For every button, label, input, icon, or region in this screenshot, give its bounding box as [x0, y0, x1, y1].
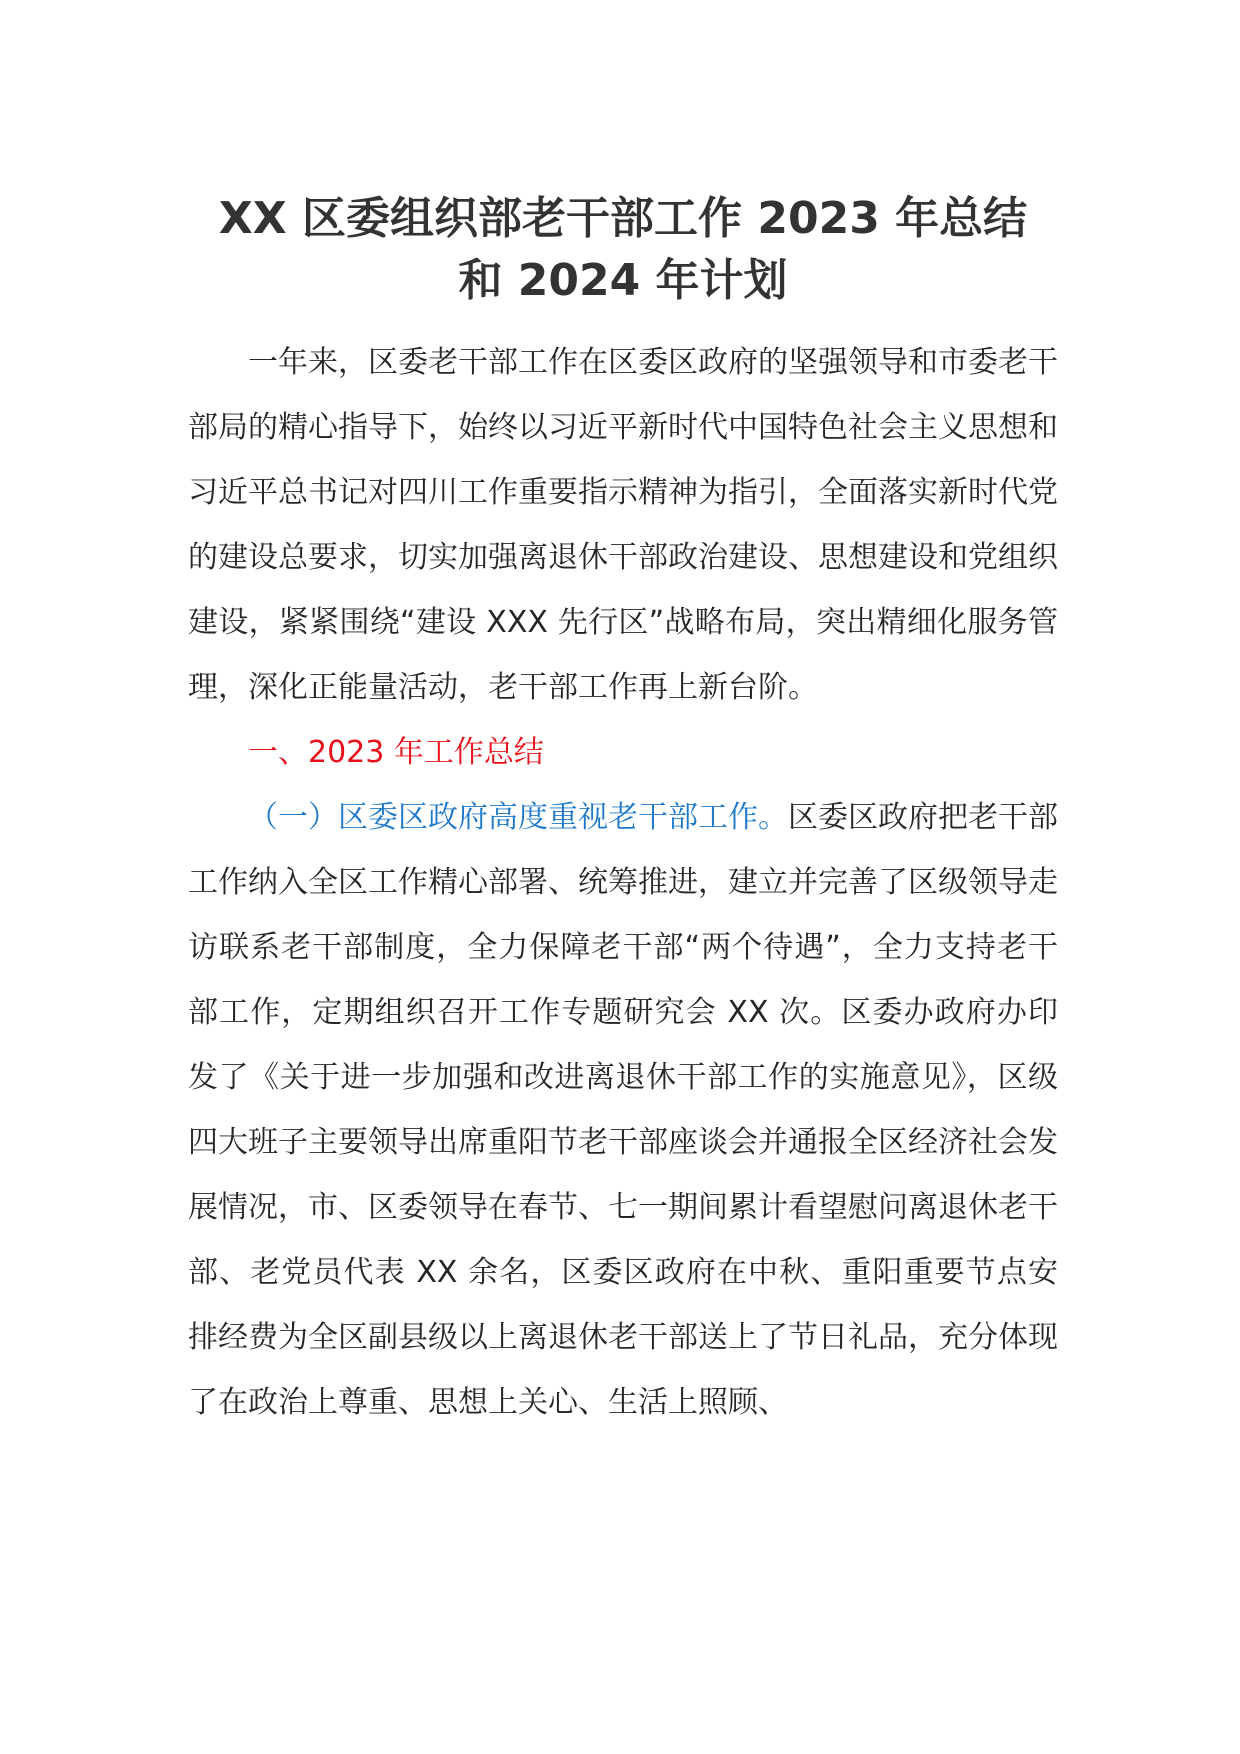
intro-paragraph: 一年来，区委老干部工作在区委区政府的坚强领导和市委老干部局的精心指导下，始终以习近平新时代中国特色社会主义思想和习近平总书记对四川工作重要指示精神为指引，全面落实新时代党的建设总要求，切实加强离退休干部政治建设、思想建设和党组织建设，紧紧围绕“建设 XXX 先行区”战略布局，突出精细化服务管理，深化正能量活动，老干部工作再上新台阶。 [188, 345, 1058, 705]
subsection-heading: （一）区委区政府高度重视老干部工作。 [248, 800, 788, 835]
title-line-1: XX 区委组织部老干部工作 2023 年总结 [218, 193, 1028, 244]
subsection-paragraph [188, 785, 1058, 1435]
subsection-body: 区委区政府把老干部工作纳入全区工作精心部署、统筹推进，建立并完善了区级领导走访联系老干部制度，全力保障老干部“两个待遇”，全力支持老干部工作，定期组织召开工作专题研究会 XX 次。区委办政府办印发了《关于进一步加强和改进离退休干部工作的实施意见》，区级四大班子主要领导出席重阳节老干部座谈会并通报全区经济社会发展情况，市、区委领导在春节、七一期间累计看望慰问离退休老干部、老党员代表 XX 余名，区委区政府在中秋、重阳重要节点安排经费为全区副县级以上离退休老干部送上了节日礼品，充分体现了在政治上尊重、思想上关心、生活上照顾、 [188, 800, 1058, 1420]
title-line-2: 和 2024 年计划 [458, 255, 788, 306]
document-title [188, 188, 1058, 312]
document-content [188, 188, 1058, 1435]
section-heading-summary: 一、2023 年工作总结 [248, 735, 544, 770]
